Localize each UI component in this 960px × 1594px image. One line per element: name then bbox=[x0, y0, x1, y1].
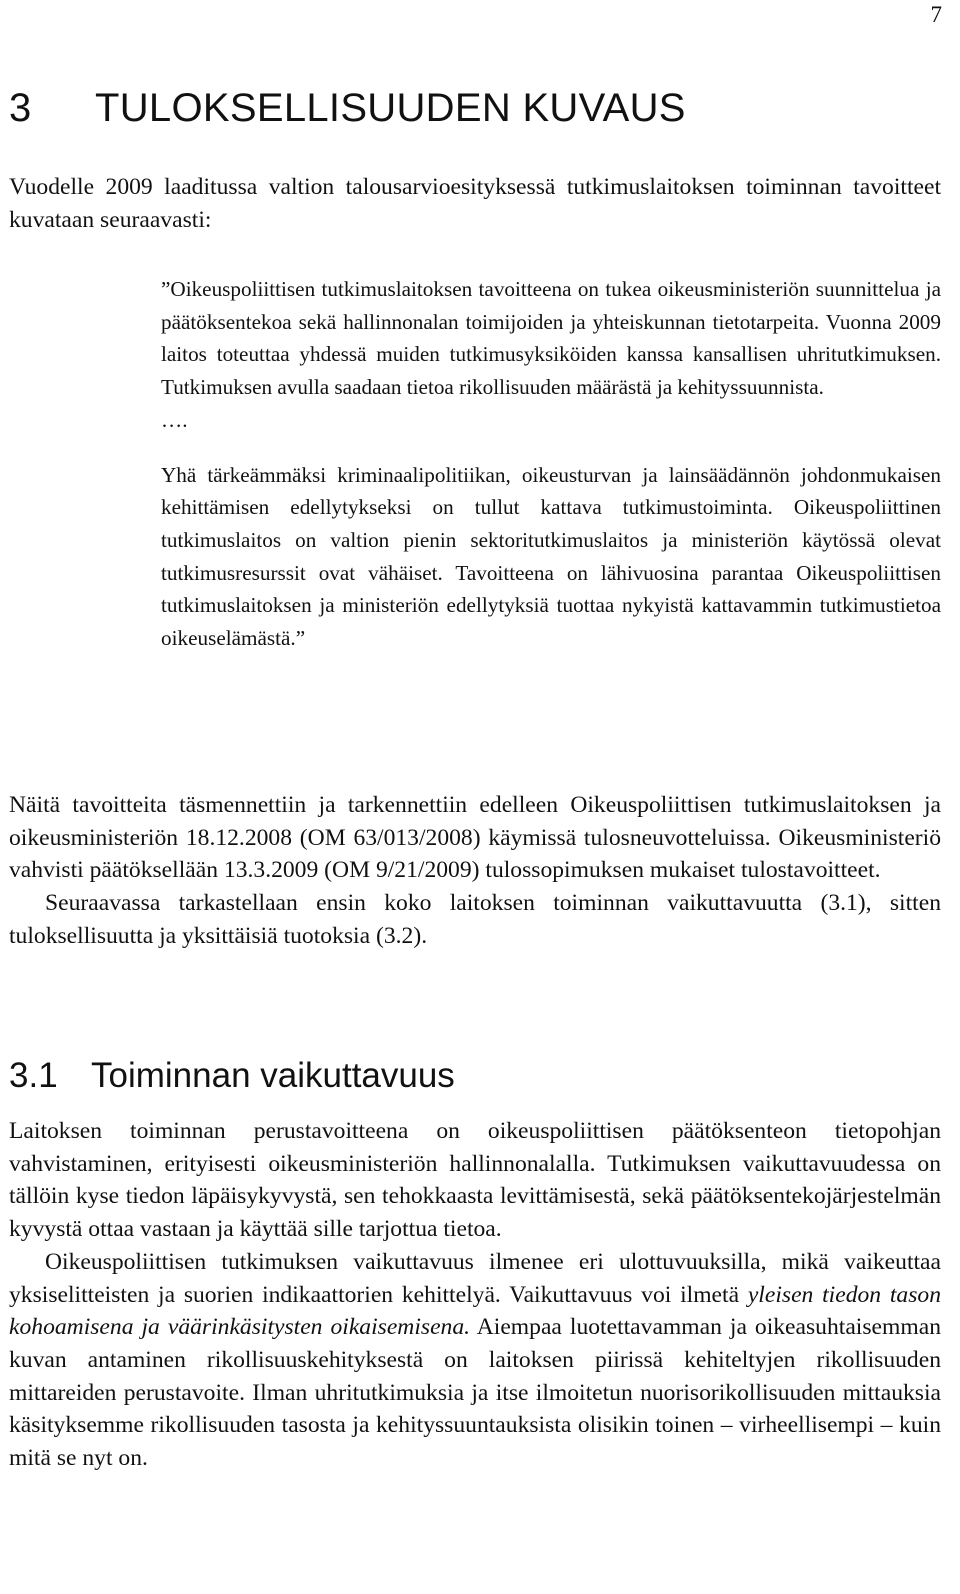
section-title: Toiminnan vaikuttavuus bbox=[91, 1056, 455, 1095]
body-paragraph-2: Seuraavassa tarkastellaan ensin koko laitoksen toiminnan vaikuttavuutta (3.1), sitten tuloksellisuutta ja yksittäisiä tuotoksia (3.2). bbox=[9, 890, 941, 949]
section-paragraph-2 bbox=[9, 1246, 941, 1475]
section-number: 3.1 bbox=[9, 1056, 58, 1095]
chapter-number: 3 bbox=[9, 86, 32, 130]
page-number: 7 bbox=[930, 2, 942, 27]
body-paragraph-1: Näitä tavoitteita täsmennettiin ja tarkennettiin edelleen Oikeuspoliittisen tutkimuslaitoksen ja oikeusministeriön 18.12.2008 (OM 63/013/2008) käymissä tulosneuvotteluissa. Oikeusministeriö vahvisti päätöksellään 13.3.2009 (OM 9/21/2009) tulossopimuksen mukaiset tulostavoitteet. bbox=[9, 792, 941, 884]
quote-paragraph-2: Yhä tärkeämmäksi kriminaalipolitiikan, oikeusturvan ja lainsäädännön johdonmukaisen kehittämisen edellytykseksi on tullut kattava tutkimustoiminta. Oikeuspoliittinen tutkimuslaitos on valtion pienin sektoritutkimuslaitos ja ministeriön käytössä olevat tutkimusresurssit ovat vähäiset. Tavoitteena on lähivuosina parantaa Oikeuspoliittisen tutkimuslaitoksen ja ministeriön edellytyksiä tuottaa nykyistä kattavammin tutkimustietoa oikeuselämästä.” bbox=[161, 462, 941, 651]
section-paragraph-1: Laitoksen toiminnan perustavoitteena on oikeuspoliittisen päätöksenteon tietopohjan vahvistaminen, erityisesti oikeusministeriön hallinnonalalla. Tutkimuksen vaikuttavuudessa on tällöin kyse tiedon läpäisykyvystä, sen tehokkaasta levittämisestä, sekä päätöksentekojärjestelmän kyvystä ottaa vastaan ja käyttää sille tarjottua tietoa. bbox=[9, 1118, 941, 1243]
chapter-heading bbox=[9, 86, 686, 131]
quote-ellipsis: …. bbox=[161, 407, 188, 432]
body-block bbox=[9, 789, 941, 953]
section-paragraph-2-emphasis: yleisen tiedon tason kohoamisena ja väärinkäsitysten oikaisemisena. bbox=[9, 1281, 941, 1341]
section-paragraph-2-start: Oikeuspoliittisen tutkimuksen vaikuttavuus ilmenee eri ulottuvuuksilla, mikä vaikeuttaa yksiselitteisten ja suorien indikaattorien kehittelyä. Vaikuttavuus voi ilmetä bbox=[9, 1248, 941, 1308]
quote-paragraph-1: ”Oikeuspoliittisen tutkimuslaitoksen tavoitteena on tukea oikeusministeriön suunnittelua ja päätöksentekoa sekä hallinnonalan toimijoiden ja yhteiskunnan tietotarpeita. Vuonna 2009 laitos toteuttaa yhdessä muiden tutkimusyksiköiden kanssa kansallisen uhritutkimuksen. Tutkimuksen avulla saadaan tietoa rikollisuuden määrästä ja kehityssuunnista. bbox=[161, 277, 941, 400]
section-heading bbox=[9, 1056, 455, 1096]
quote-block bbox=[161, 273, 941, 655]
intro-block bbox=[9, 171, 941, 236]
section-paragraph-2-end: Aiempaa luotettavamman ja oikeasuhtaisemman kuvan antaminen rikollisuuskehityksestä on laitoksen piirissä kehiteltyjen rikollisuuden mittareiden perustavoite. Ilman uhritutkimuksia ja itse ilmoitetun nuorisorikollisuuden mittauksia käsityksemme rikollisuuden tasosta ja kehityssuuntauksista olisikin toinen – virheellisempi – kuin mitä se nyt on. bbox=[9, 1314, 941, 1472]
section-body bbox=[9, 1115, 941, 1475]
chapter-title: TULOKSELLISUUDEN KUVAUS bbox=[95, 86, 686, 130]
intro-paragraph: Vuodelle 2009 laaditussa valtion talousarvioesityksessä tutkimuslaitoksen toiminnan tavoitteet kuvataan seuraavasti: bbox=[9, 174, 941, 233]
